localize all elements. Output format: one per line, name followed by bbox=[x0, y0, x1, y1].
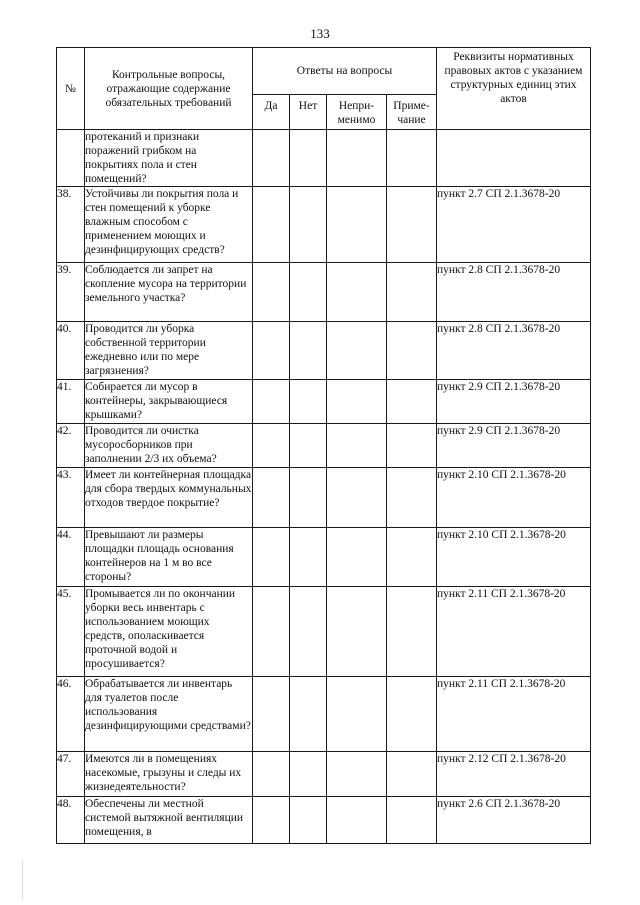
row-reference: пункт 2.9 СП 2.1.3678-20 bbox=[437, 380, 591, 424]
answer-not-applicable-cell bbox=[327, 587, 387, 677]
row-number: 48. bbox=[57, 797, 85, 844]
table-row bbox=[57, 587, 591, 677]
answer-yes-cell bbox=[253, 424, 290, 468]
answer-yes-cell bbox=[253, 677, 290, 752]
header-no: Нет bbox=[290, 95, 327, 130]
answer-yes-cell bbox=[253, 587, 290, 677]
row-question: Имеет ли контейнерная площадка для сбора твердых коммунальных отходов твердое покрытие? bbox=[85, 468, 253, 528]
answer-no-cell bbox=[290, 752, 327, 797]
answer-note-cell bbox=[387, 797, 437, 844]
answer-not-applicable-cell bbox=[327, 130, 387, 187]
answer-yes-cell bbox=[253, 797, 290, 844]
table-row bbox=[57, 424, 591, 468]
row-question: протеканий и признаки поражений грибком на покрытиях пола и стен помещений? bbox=[85, 130, 253, 187]
row-reference: пункт 2.8 СП 2.1.3678-20 bbox=[437, 263, 591, 322]
answer-note-cell bbox=[387, 587, 437, 677]
answer-not-applicable-cell bbox=[327, 424, 387, 468]
answer-yes-cell bbox=[253, 263, 290, 322]
table-row bbox=[57, 528, 591, 587]
row-reference bbox=[437, 130, 591, 187]
row-number: 38. bbox=[57, 187, 85, 263]
answer-no-cell bbox=[290, 528, 327, 587]
row-number: 43. bbox=[57, 468, 85, 528]
answer-note-cell bbox=[387, 130, 437, 187]
row-question: Устойчивы ли покрытия пола и стен помещений к уборке влажным способом с применением моющих и дезинфицирующих средств? bbox=[85, 187, 253, 263]
answer-no-cell bbox=[290, 380, 327, 424]
answer-no-cell bbox=[290, 587, 327, 677]
row-question: Промывается ли по окончании уборки весь инвентарь с использованием моющих средств, ополаскивается проточной водой и просушивается? bbox=[85, 587, 253, 677]
answer-note-cell bbox=[387, 263, 437, 322]
answer-not-applicable-cell bbox=[327, 187, 387, 263]
row-number: 39. bbox=[57, 263, 85, 322]
header-reference: Реквизиты нормативных правовых актов с указанием структурных единиц этих актов bbox=[437, 48, 591, 130]
header-answers: Ответы на вопросы bbox=[253, 48, 437, 95]
header-question: Контрольные вопросы, отражающие содержание обязательных требований bbox=[85, 48, 253, 130]
row-question: Обрабатывается ли инвентарь для туалетов после использования дезинфицирующими средствами? bbox=[85, 677, 253, 752]
answer-not-applicable-cell bbox=[327, 752, 387, 797]
answer-no-cell bbox=[290, 468, 327, 528]
row-number: 41. bbox=[57, 380, 85, 424]
answer-yes-cell bbox=[253, 752, 290, 797]
row-number: 44. bbox=[57, 528, 85, 587]
table-row bbox=[57, 322, 591, 380]
row-number bbox=[57, 130, 85, 187]
answer-not-applicable-cell bbox=[327, 677, 387, 752]
row-number: 45. bbox=[57, 587, 85, 677]
answer-note-cell bbox=[387, 322, 437, 380]
table-row bbox=[57, 797, 591, 844]
table-row bbox=[57, 130, 591, 187]
table-row bbox=[57, 380, 591, 424]
checklist-body bbox=[57, 130, 591, 844]
answer-no-cell bbox=[290, 187, 327, 263]
row-question: Собирается ли мусор в контейнеры, закрывающиеся крышками? bbox=[85, 380, 253, 424]
row-reference: пункт 2.10 СП 2.1.3678-20 bbox=[437, 528, 591, 587]
checklist-table bbox=[56, 47, 591, 844]
row-reference: пункт 2.11 СП 2.1.3678-20 bbox=[437, 677, 591, 752]
row-reference: пункт 2.7 СП 2.1.3678-20 bbox=[437, 187, 591, 263]
answer-note-cell bbox=[387, 752, 437, 797]
table-row bbox=[57, 677, 591, 752]
row-question: Проводится ли уборка собственной территории ежедневно или по мере загрязнения? bbox=[85, 322, 253, 380]
table-row bbox=[57, 263, 591, 322]
row-question: Обеспечены ли местной системой вытяжной вентиляции помещения, в bbox=[85, 797, 253, 844]
header-num: № bbox=[57, 48, 85, 130]
table-row bbox=[57, 187, 591, 263]
answer-note-cell bbox=[387, 187, 437, 263]
row-reference: пункт 2.9 СП 2.1.3678-20 bbox=[437, 424, 591, 468]
answer-not-applicable-cell bbox=[327, 380, 387, 424]
answer-no-cell bbox=[290, 424, 327, 468]
header-not-applicable: Непри- менимо bbox=[327, 95, 387, 130]
answer-yes-cell bbox=[253, 380, 290, 424]
row-reference: пункт 2.8 СП 2.1.3678-20 bbox=[437, 322, 591, 380]
header-row bbox=[57, 48, 591, 95]
answer-yes-cell bbox=[253, 468, 290, 528]
row-question: Проводится ли очистка мусоросборников при заполнении 2/3 их объема? bbox=[85, 424, 253, 468]
row-number: 46. bbox=[57, 677, 85, 752]
header-note: Приме- чание bbox=[387, 95, 437, 130]
answer-not-applicable-cell bbox=[327, 263, 387, 322]
page-number: 133 bbox=[310, 26, 330, 41]
table-row bbox=[57, 752, 591, 797]
answer-note-cell bbox=[387, 528, 437, 587]
row-reference: пункт 2.6 СП 2.1.3678-20 bbox=[437, 797, 591, 844]
answer-note-cell bbox=[387, 380, 437, 424]
answer-note-cell bbox=[387, 677, 437, 752]
answer-not-applicable-cell bbox=[327, 797, 387, 844]
answer-no-cell bbox=[290, 130, 327, 187]
answer-no-cell bbox=[290, 677, 327, 752]
row-number: 40. bbox=[57, 322, 85, 380]
answer-yes-cell bbox=[253, 187, 290, 263]
row-number: 47. bbox=[57, 752, 85, 797]
answer-no-cell bbox=[290, 797, 327, 844]
row-reference: пункт 2.11 СП 2.1.3678-20 bbox=[437, 587, 591, 677]
row-reference: пункт 2.10 СП 2.1.3678-20 bbox=[437, 468, 591, 528]
scan-edge-mark bbox=[22, 860, 23, 900]
answer-no-cell bbox=[290, 322, 327, 380]
answer-yes-cell bbox=[253, 130, 290, 187]
answer-note-cell bbox=[387, 424, 437, 468]
row-reference: пункт 2.12 СП 2.1.3678-20 bbox=[437, 752, 591, 797]
row-number: 42. bbox=[57, 424, 85, 468]
answer-yes-cell bbox=[253, 528, 290, 587]
answer-not-applicable-cell bbox=[327, 528, 387, 587]
row-question: Соблюдается ли запрет на скопление мусора на территории земельного участка? bbox=[85, 263, 253, 322]
header-yes: Да bbox=[253, 95, 290, 130]
answer-no-cell bbox=[290, 263, 327, 322]
answer-not-applicable-cell bbox=[327, 468, 387, 528]
row-question: Имеются ли в помещениях насекомые, грызуны и следы их жизнедеятельности? bbox=[85, 752, 253, 797]
answer-note-cell bbox=[387, 468, 437, 528]
table-row bbox=[57, 468, 591, 528]
answer-not-applicable-cell bbox=[327, 322, 387, 380]
row-question: Превышают ли размеры площадки площадь основания контейнеров на 1 м во все стороны? bbox=[85, 528, 253, 587]
answer-yes-cell bbox=[253, 322, 290, 380]
